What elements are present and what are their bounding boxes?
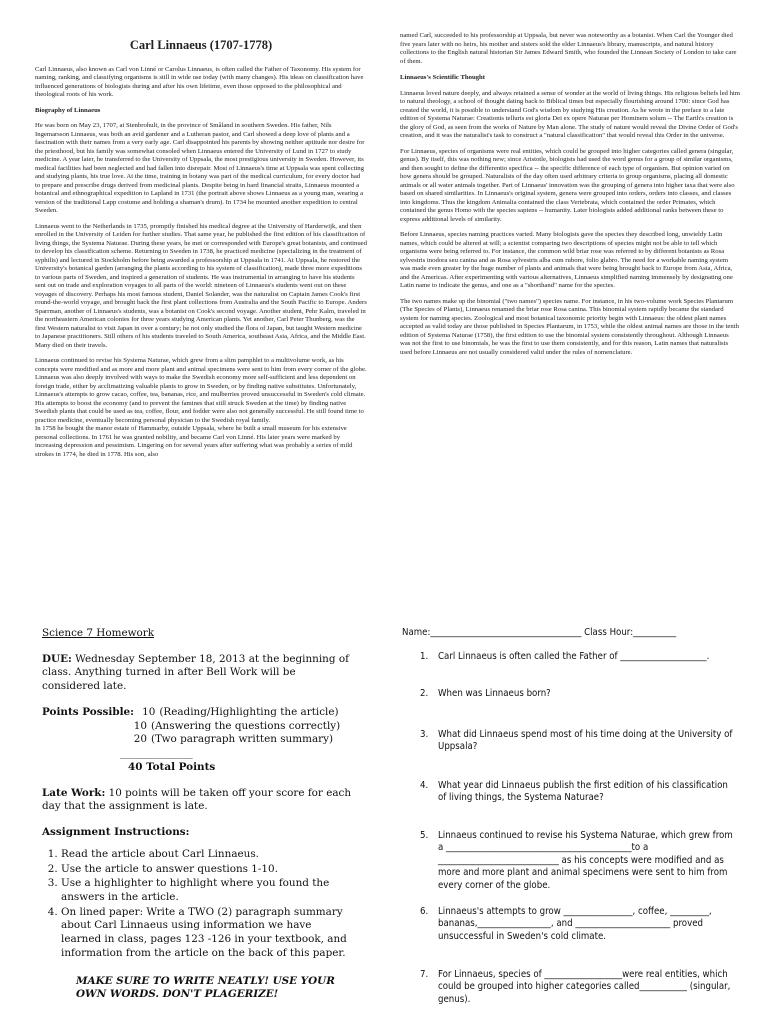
- points-label: Points Possible:: [42, 705, 135, 718]
- biography-paragraph-3: Linnaeus continued to revise his Systema Naturae, which grew from a slim pamphlet to a multivolume work, as his concepts were modified and as more and more plant and animal specimens were sent to him from every corner of the globe. Linnaeus was also deeply involved with ways to make the Swedish economy more self-sufficient and less dependent on foreign trade, either by acclimatizing valuable plants to grow in Sweden, or by finding native substitutes. Unfortunately, Linnaeus's attempts to grow cacao, coffee, tea, bananas, rice, and mulberries proved unsuccessful in Sweden's cold climate. His attempts to boost the economy (and to prevent the famines that still struck Sweden at the time) by finding native Swedish plants that could be used as tea, coffee, flour, and fodder were also not generally successful. He still found time to practice medicine, eventually becoming personal physician to the Swedish royal family.: [35, 357, 367, 424]
- points-row: [42, 733, 352, 747]
- question-number: 4.: [420, 780, 429, 791]
- scientific-paragraph-3: Before Linnaeus, species naming practices varied. Many biologists gave the species they described long, unwieldy Latin names, which could be altered at will; a scientist comparing two descriptions of species might not be able to tell which organisms were being referred to. For instance, the common wild briar rose was referred to by different botanists as Rosa sylvestris inodora seu canina and as Rosa sylvestris alba cum rubore, folio glabro. The need for a workable naming system was made even greater by the huge number of plants and animals that were being brought back to Europe from Asia, Africa, and the Americas. After experimenting with various alternatives, Linnaeus simplified naming immensely by designating one Latin name to indicate the genus, and one as a "shorthand" name for the species.: [400, 231, 733, 289]
- points-row: [42, 720, 352, 734]
- due-label: DUE:: [42, 652, 72, 665]
- homework-title: Science 7 Homework: [42, 627, 155, 639]
- instruction-item: 1. Read the article about Carl Linnaeus.: [61, 848, 352, 862]
- question-text: What did Linnaeus spend most of his time doing at the University of Uppsala?: [438, 729, 733, 753]
- question-text: Linnaeus continued to revise his Systema Naturae, which grew from a ___________________________________________to a ____________________________ as his concepts were modified and as more and more plant and animal specimens were sent to him from every corner of the globe.: [438, 830, 733, 891]
- homework-instructions: [42, 627, 352, 1002]
- due-text: Wednesday September 18, 2013 at the beginning of class. Anything turned in after Bell Work will be considered late.: [42, 652, 349, 693]
- question-2: [420, 688, 736, 700]
- instruction-item: 2. Use the article to answer questions 1-10.: [61, 863, 352, 877]
- points-value: 10: [133, 719, 147, 732]
- question-4: [420, 780, 736, 805]
- question-text: When was Linnaeus born?: [438, 688, 551, 699]
- question-number: 3.: [420, 729, 429, 740]
- biography-paragraph-1: He was born on May 23, 1707, at Stenbrohult, in the province of Småland in southern Sweden. His father, Nils Ingemarsson Linnaeus, was both an avid gardener and a Lutheran pastor, and Carl showed a deep love of plants and a fascination with their names from a very early age. Carl disappointed his parents by showing neither aptitude nor desire for the priesthood, but his family was somewhat consoled when Linnaeus entered the University of Lund in 1727 to study medicine. A year later, he transferred to the University of Uppsala, the most prestigious university in Sweden. However, its medical facilities had been neglected and had fallen into disrepair. Most of Linnaeus's time at Uppsala was spent collecting and studying plants, his true love. At the time, training in botany was part of the medical curriculum, for every doctor had to prepare and prescribe drugs derived from medicinal plants. Despite being in hard financial straits, Linnaeus mounted a botanical and ethnographical expedition to Lapland in 1731 (the portrait above shows Linnaeus as a young man, wearing a version of the traditional Lapp costume and holding a shaman's drum). In 1734 he mounted another expedition to central Sweden.: [35, 122, 365, 215]
- question-text: Carl Linnaeus is often called the Father of ____________________.: [438, 651, 710, 662]
- due-date: [42, 653, 352, 694]
- points-description: (Two paragraph written summary): [151, 733, 334, 746]
- biography-paragraph-4: In 1758 he bought the manor estate of Hammarby, outside Uppsala, where he built a small museum for his extensive personal collections. In 1761 he was granted nobility, and became Carl von Linné. His later years were marked by increasing depression and pessimism. Lingering on for several years after suffering what was probably a series of mild strokes in 1774, he died in 1778. His son, also: [35, 425, 353, 458]
- article-left-column: [35, 38, 367, 459]
- question-5: [420, 830, 736, 892]
- scientific-paragraph-4: The two names make up the binomial ("two names") species name. For instance, in his two-volume work Species Plantarum (The Species of Plants), Linnaeus renamed the briar rose Rosa canina. This binomial system rapidly became the standard system for naming species. Zoological and most botanical taxonomic priority begin with Linnaeus: the oldest plant names accepted as valid today are those published in Species Plantarum, in 1753, while the oldest animal names are those in the tenth edition of Systema Naturae (1758), the first edition to use the binomial system consistently throughout. Although Linnaeus was not the first to use binomials, he was the first to use them consistently, and for this reason, Latin names that naturalists used before Linnaeus are not usually considered valid under the rules of nomenclature.: [400, 297, 739, 356]
- biography-paragraph-2: Linnaeus went to the Netherlands in 1735, promptly finished his medical degree at the University of Harderwijk, and then enrolled in the University of Leiden for further studies. That same year, he published the first edition of his classification of living things, the Systema Naturae. During these years, he met or corresponded with Europe's great botanists, and continued to develop his classification scheme. Returning to Sweden in 1738, he practiced medicine (specializing in the treatment of syphilis) and lectured in Stockholm before being awarded a professorship at Uppsala in 1741. At Uppsala, he restored the University's botanical garden (arranging the plants according to his system of classification), made three more expeditions to various parts of Sweden, and inspired a generation of students. He was instrumental in arranging to have his students sent out on trade and exploration voyages to all parts of the world: nineteen of Linnaeus's students went out on these voyages of discovery. Perhaps his most famous student, Daniel Solander, was the naturalist on Captain James Cook's first round-the-world voyage, and brought back the first plant collections from Australia and the South Pacific to Europe. Anders Sparrman, another of Linnaeus's students, was a botanist on Cook's second voyage. Another student, Pehr Kalm, traveled in the northeastern American colonies for three years studying American plants. Yet another, Carl Peter Thunberg, was the first Western naturalist to visit Japan in over a century; he not only studied the flora of Japan, but taught Western medicine to Japanese practitioners. Still others of his students traveled to South America, southeast Asia, Africa, and the Middle East. Many died on their travels.: [35, 222, 367, 349]
- question-text: Linnaeus's attempts to grow ________________, coffee, _________, bananas,_________________, and ______________________ proved unsuccessful in Sweden's cold climate.: [438, 906, 712, 942]
- question-7: [420, 969, 736, 1006]
- instructions-heading: Assignment Instructions:: [42, 826, 190, 839]
- question-text: What year did Linnaeus publish the first edition of his classification of living things, the Systema Naturae?: [438, 780, 728, 804]
- article-title: Carl Linnaeus (1707-1778): [129, 38, 273, 52]
- scientific-paragraph-1: Linnaeus loved nature deeply, and always retained a sense of wonder at the world of living things. His religious beliefs led him to natural theology, a school of thought dating back to Biblical times but especially flourishing around 1700: since God has created the world, it is possible to understand God's wisdom by studying His creation. As he wrote in the preface to a late edition of Systema Naturae: Creationis telluris est gloria Dei ex opere Naturae per Hominem solum -- The Earth's creation is the glory of God, as seen from the works of Nature by Man alone. The study of nature would reveal the Divine Order of God's creation, and it was the naturalist's task to construct a "natural classification" that would reveal this Order in the universe.: [400, 89, 740, 139]
- instruction-item: 3. Use a highlighter to highlight where you found the answers in the article.: [61, 877, 352, 904]
- points-description: (Reading/Highlighting the article): [159, 705, 339, 718]
- scientific-paragraph-2: For Linnaeus, species of organisms were real entities, which could be grouped into higher categories called genera (singular, genus). By itself, this was nothing new; since Aristotle, biologists had used the word genus for a group of similar organisms, and then sought to define the differentio specifica -- the specific difference of each type of organism. But opinion varied on how genera should be grouped. Naturalists of the day often used arbitrary criteria to group organisms, placing all domestic animals or all water animals together. Part of Linnaeus' innovation was the grouping of genera into higher taxa that were also based on shared similarities. In Linnaeus's original system, genera were grouped into orders, orders into classes, and classes into kingdoms. Thus the kingdom Animalia contained the class Vertebrata, which contained the order Primates, which contained the genus Homo with the species sapiens -- humanity. Later biologists added additional ranks between these to express additional levels of similarity.: [400, 147, 735, 223]
- biography-heading: Biography of Linnaeus: [35, 106, 101, 114]
- intro-paragraph: Carl Linnaeus, also known as Carl von Linné or Carolus Linnaeus, is often called the Father of Taxonomy. His system for naming, ranking, and classifying organisms is still in wide use today (with many changes). His ideas on classification have influenced generations of biologists during and after his own lifetime, even those opposed to the philosophical and theological roots of his work.: [35, 65, 364, 99]
- points-description: (Answering the questions correctly): [151, 719, 341, 732]
- points-row: [42, 706, 352, 720]
- question-1: [420, 651, 736, 663]
- instruction-item: 4. On lined paper: Write a TWO (2) paragraph summary about Carl Linnaeus using information we have learned in class, pages 123 -126 in your textbook, and information from the article on the back of this paper.: [61, 906, 352, 961]
- late-work: [42, 787, 352, 814]
- total-points: 40 Total Points: [128, 760, 216, 773]
- scientific-thought-heading: Linnaeus's Scientific Thought: [400, 74, 485, 81]
- question-number: 7.: [420, 969, 429, 980]
- question-number: 5.: [420, 830, 429, 841]
- name-class-hour-line: Name:___________________________________ Class Hour:__________: [402, 627, 677, 638]
- neatness-reminder: MAKE SURE TO WRITE NEATLY! USE YOUR OWN WORDS. DON'T PLAGERIZE!: [76, 974, 335, 1001]
- question-number: 2.: [420, 688, 429, 699]
- biography-paragraph-4-continued: named Carl, succeeded to his professorship at Uppsala, but never was noteworthy as a botanist. When Carl the Younger died five years later with no heirs, his mother and sisters sold the elder Linnaeus's library, manuscripts, and natural history collections to the English natural historian Sir James Edward Smith, who founded the Linnean Society of London to take care of them.: [400, 32, 737, 65]
- points-value: 10: [142, 705, 156, 718]
- article-right-column: [400, 32, 740, 364]
- question-number: 6.: [420, 906, 429, 917]
- points-rule: ______________: [120, 747, 193, 760]
- points-breakdown: [42, 706, 352, 775]
- question-number: 1.: [420, 651, 429, 662]
- question-text: For Linnaeus, species of __________________were real entities, which could be grouped into higher categories called___________ (singular, genus).: [438, 969, 731, 1005]
- question-3: [420, 729, 736, 754]
- question-6: [420, 906, 736, 943]
- question-worksheet: [402, 627, 742, 1005]
- instructions-list: [42, 848, 352, 961]
- late-work-label: Late Work:: [42, 786, 106, 799]
- late-work-text: 10 points will be taken off your score for each day that the assignment is late.: [42, 786, 352, 813]
- points-value: 20: [133, 733, 147, 746]
